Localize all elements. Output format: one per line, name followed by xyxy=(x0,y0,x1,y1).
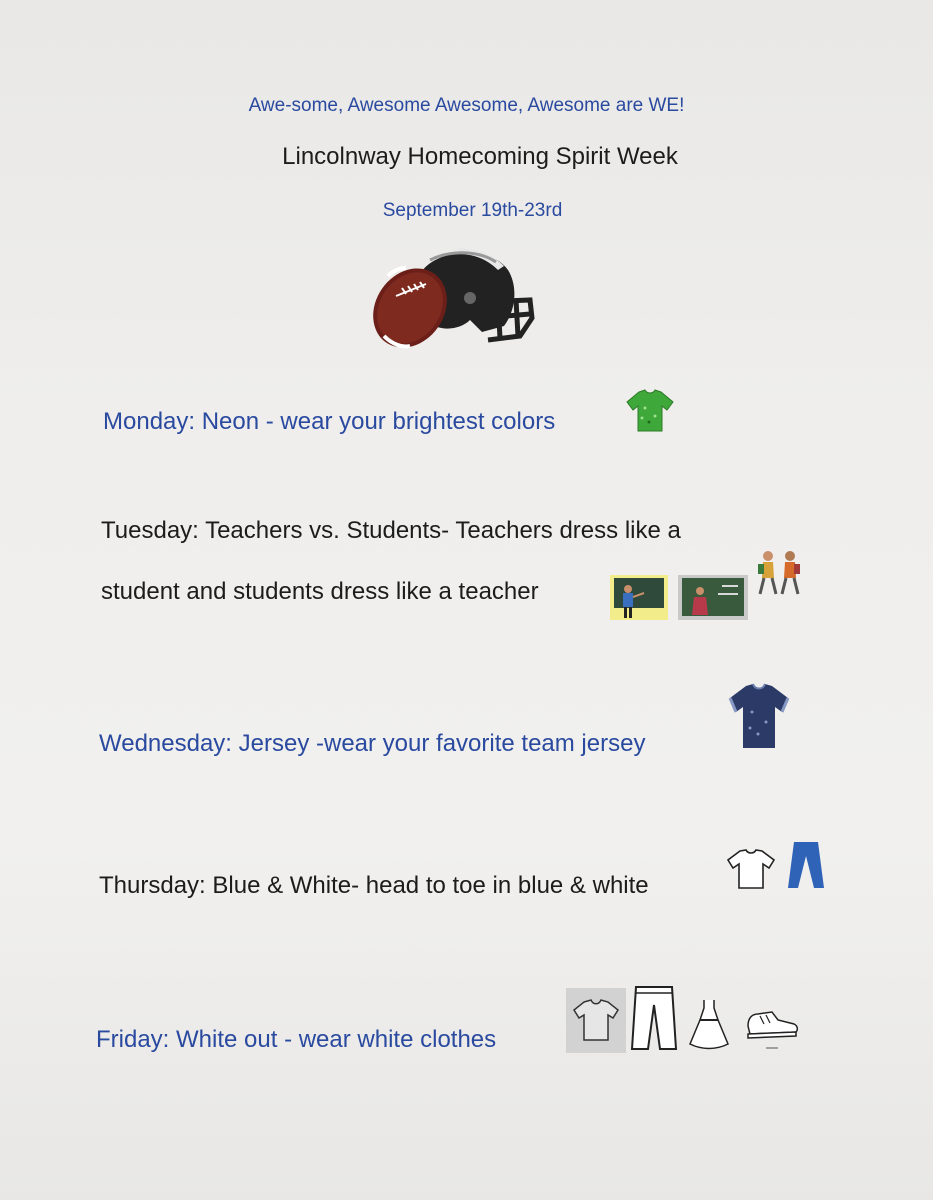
white-pants-icon xyxy=(630,985,678,1051)
jersey-icon xyxy=(728,682,790,750)
wednesday-theme: Wednesday: Jersey -wear your favorite team jersey xyxy=(99,730,646,757)
tuesday-theme-line2: student and students dress like a teacher xyxy=(101,578,539,605)
white-sneaker-icon xyxy=(744,1000,800,1052)
white-dress-icon xyxy=(688,998,730,1050)
friday-theme: Friday: White out - wear white clothes xyxy=(96,1026,497,1053)
event-dates: September 19th-23rd xyxy=(382,200,563,221)
teacher-icon xyxy=(610,575,668,620)
blue-pants-icon xyxy=(786,840,826,890)
tuesday-theme-line1: Tuesday: Teachers vs. Students- Teachers dress like a xyxy=(101,517,681,544)
neon-shirt-icon xyxy=(625,388,675,433)
flyer-title: Lincolnway Homecoming Spirit Week xyxy=(282,143,678,170)
walking-students-icon xyxy=(752,548,807,598)
student-icon xyxy=(678,575,748,620)
monday-theme: Monday: Neon - wear your brightest colors xyxy=(103,408,556,435)
white-shirt-icon xyxy=(726,848,776,890)
motto: Awe-some, Awesome Awesome, Awesome are WE! xyxy=(248,95,685,116)
thursday-theme: Thursday: Blue & White- head to toe in blue & white xyxy=(99,872,649,899)
white-tshirt-icon xyxy=(566,988,626,1053)
football-helmet-icon xyxy=(370,240,540,355)
